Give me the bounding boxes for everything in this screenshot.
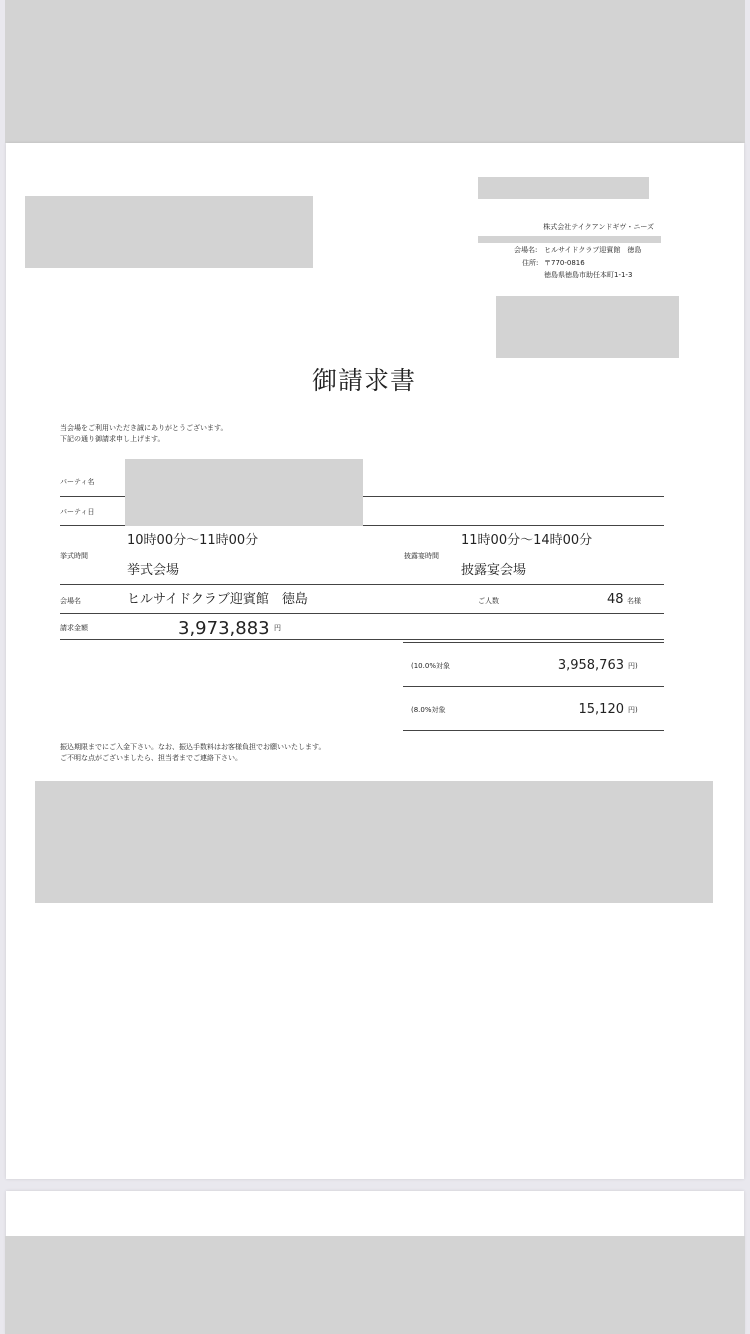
greeting-line-2: 下記の通り御請求申し上げます。 xyxy=(60,435,165,443)
redacted-party-details xyxy=(125,459,363,526)
ceremony-time: 10時00分～11時00分 xyxy=(127,533,259,548)
party-date-label: パーティ日 xyxy=(60,508,95,516)
issuer-postal: 〒770-0816 xyxy=(544,259,585,267)
ceremony-venue: 挙式会場 xyxy=(127,563,180,578)
issuer-address: 徳島県徳島市助任本町1-1-3 xyxy=(544,271,633,279)
guests-label: ご人数 xyxy=(478,597,499,605)
tax-10-amount: 3,958,763 xyxy=(557,658,624,673)
guests-count: 48 xyxy=(607,592,624,607)
guests-unit: 名様 xyxy=(627,597,641,605)
amount-label: 請求金額 xyxy=(60,624,88,632)
issuer-venue: ヒルサイドクラブ迎賓館 徳島 xyxy=(544,246,642,254)
reception-venue: 披露宴会場 xyxy=(461,563,527,578)
amount-unit: 円 xyxy=(274,624,281,632)
row-divider xyxy=(60,584,664,585)
issuer-venue-label: 会場名: xyxy=(514,246,538,254)
row-divider xyxy=(60,613,664,614)
reception-time: 11時00分～14時00分 xyxy=(461,533,593,548)
issuer-address-label: 住所: xyxy=(522,259,539,267)
note-line-2: ご不明な点がございましたら、担当者までご連絡下さい。 xyxy=(60,754,242,762)
venue-name: ヒルサイドクラブ迎賓館 徳島 xyxy=(127,592,308,607)
note-line-1: 振込期限までにご入金下さい。なお、振込手数料はお客様負担でお願いいたします。 xyxy=(60,743,326,751)
redacted-header-band xyxy=(5,0,745,143)
tax-8-label: (8.0%対象 xyxy=(411,706,446,714)
issuer-company: 株式会社テイクアンドギヴ・ニーズ xyxy=(543,223,654,231)
reception-time-label: 披露宴時間 xyxy=(404,552,439,560)
tax-8-unit: 円) xyxy=(628,706,638,714)
row-divider-double xyxy=(403,642,664,643)
row-divider xyxy=(403,686,664,687)
redacted-footer-band xyxy=(5,1236,745,1334)
redacted-issuer-line xyxy=(478,236,661,243)
redacted-issuer-top xyxy=(478,177,649,199)
redacted-recipient xyxy=(25,196,313,268)
invoice-page xyxy=(6,143,744,1179)
redacted-bank-info xyxy=(35,781,713,903)
redacted-stamp xyxy=(496,296,679,358)
greeting-line-1: 当会場をご利用いただき誠にありがとうございます。 xyxy=(60,424,228,432)
tax-10-label: (10.0%対象 xyxy=(411,662,450,670)
row-divider xyxy=(403,730,664,731)
tax-10-unit: 円) xyxy=(628,662,638,670)
row-divider xyxy=(60,639,664,640)
document-title: 御請求書 xyxy=(312,366,417,395)
party-name-label: パーティ名 xyxy=(60,478,95,486)
tax-8-amount: 15,120 xyxy=(578,702,624,717)
venue-name-label: 会場名 xyxy=(60,597,81,605)
amount-value: 3,973,883 xyxy=(178,618,270,639)
ceremony-time-label: 挙式時間 xyxy=(60,552,88,560)
